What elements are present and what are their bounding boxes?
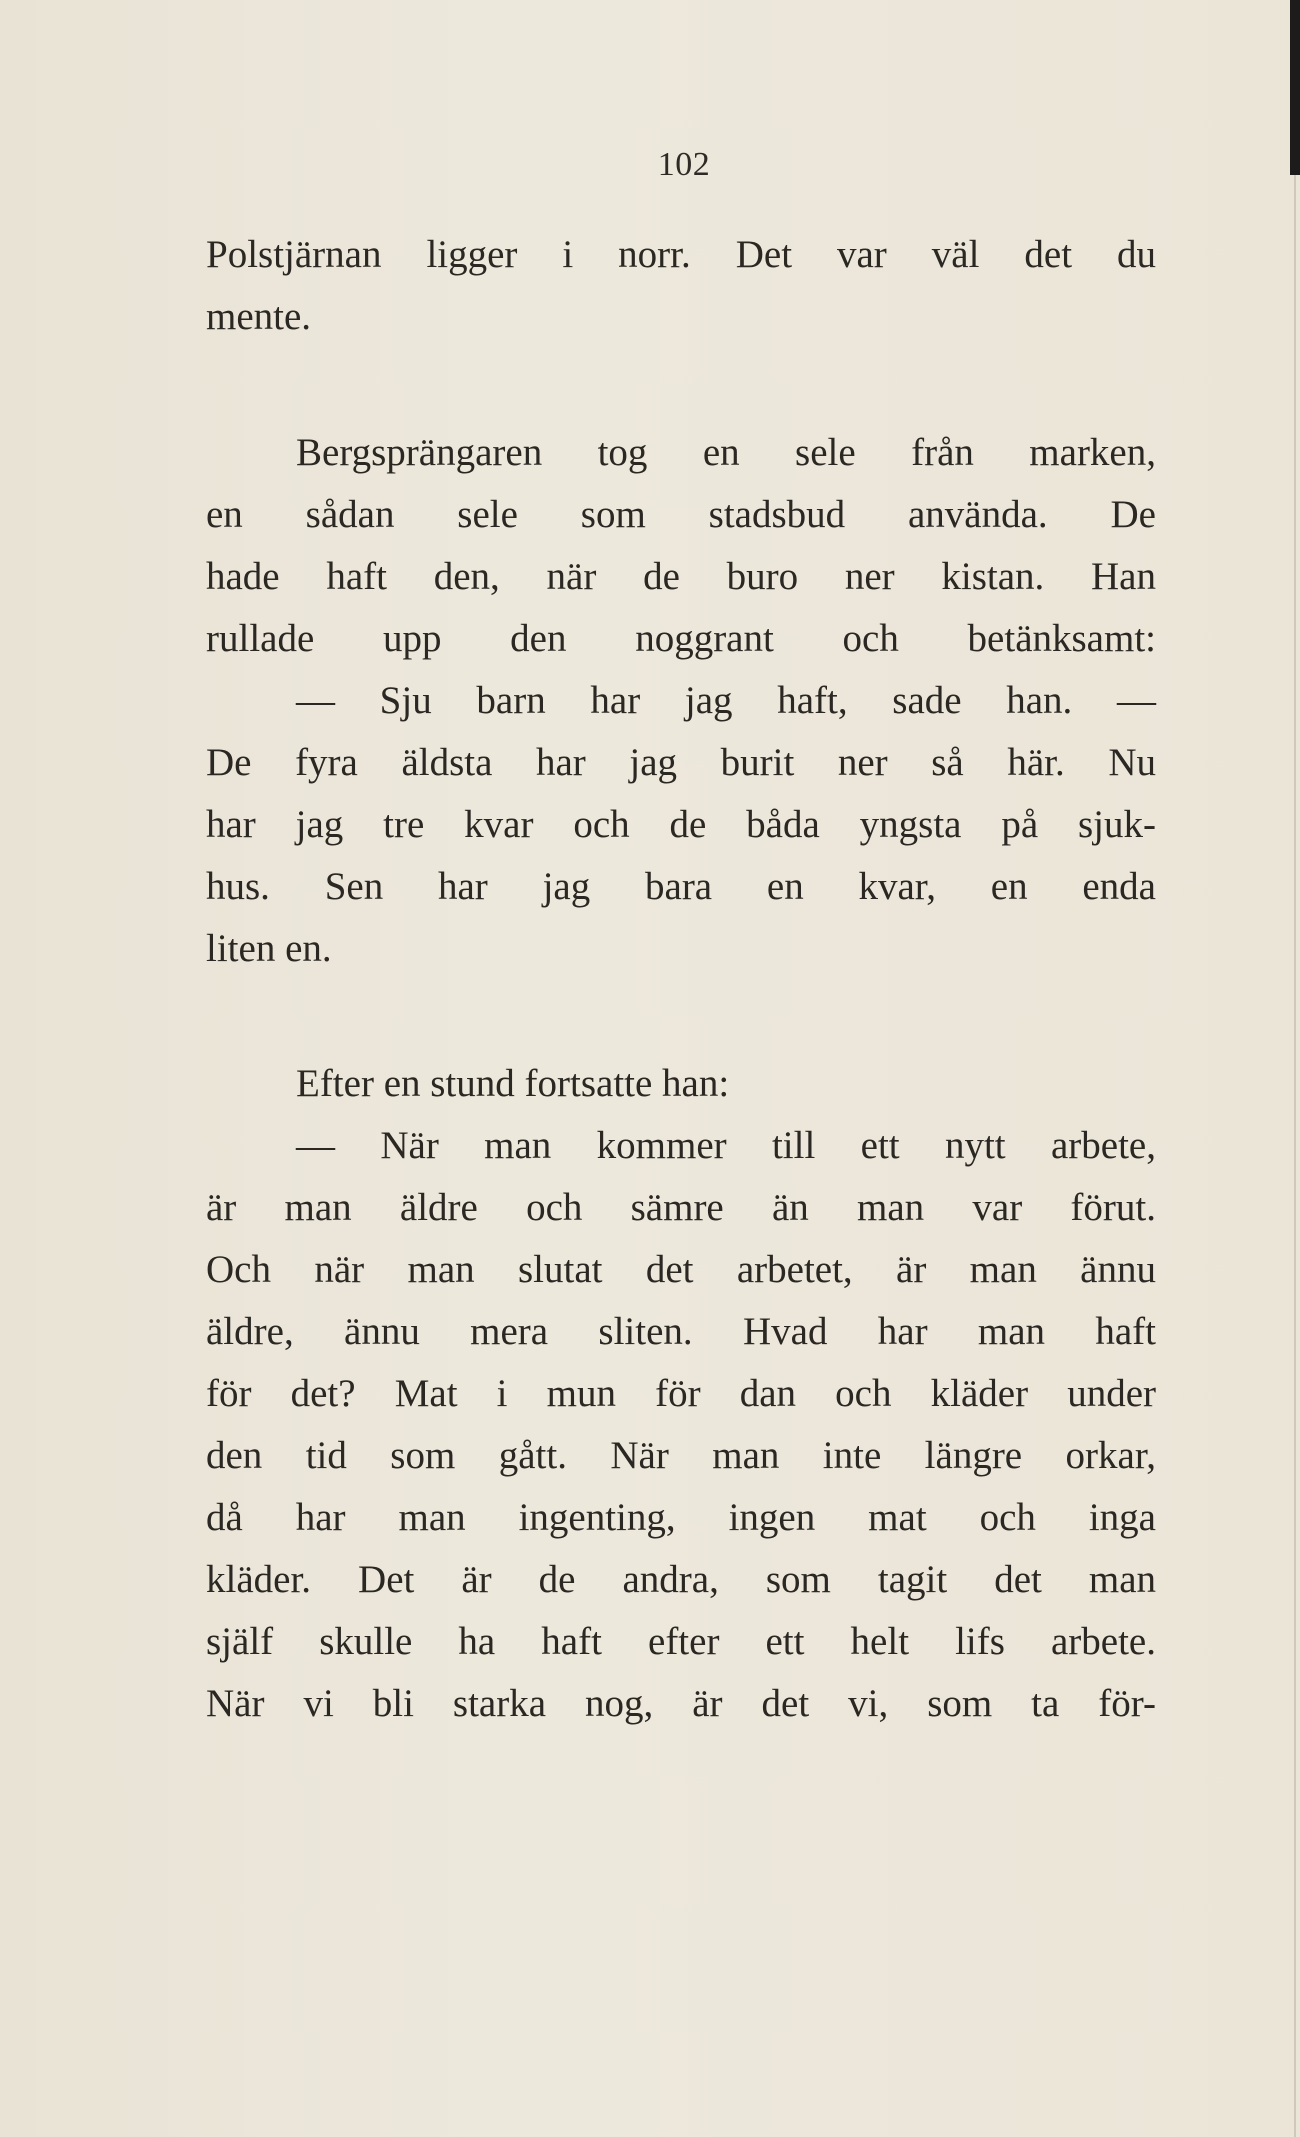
text-line: för det? Mat i mun för dan och kläder under (206, 1372, 1156, 1415)
page-edge-line (1294, 175, 1296, 2137)
text-line: Och när man slutat det arbetet, är man ännu (206, 1248, 1156, 1291)
text-line: den tid som gått. När man inte längre orkar, (206, 1434, 1156, 1477)
text-line: är man äldre och sämre än man var förut. (206, 1186, 1156, 1229)
text-line: Bergsprängaren tog en sele från marken, (296, 431, 1156, 474)
paragraph-3 (206, 1053, 1156, 1735)
text-line: rullade upp den noggrant och betänksamt: (206, 617, 1156, 660)
text-line: en sådan sele som stadsbud använda. De (206, 493, 1156, 536)
paragraph-1 (206, 224, 1156, 348)
text-line: mente. (206, 295, 312, 338)
text-line: kläder. Det är de andra, som tagit det man (206, 1558, 1156, 1601)
text-line: Efter en stund fortsatte han: (296, 1062, 730, 1105)
text-line: själf skulle ha haft efter ett helt lifs arbete. (206, 1620, 1156, 1663)
text-line: har jag tre kvar och de båda yngsta på sjuk- (206, 803, 1156, 846)
page-number: 102 (657, 146, 711, 183)
text-line: — Sju barn har jag haft, sade han. — (296, 679, 1156, 722)
paragraph-2 (206, 422, 1156, 980)
text-line: liten en. (206, 927, 332, 970)
text-line: De fyra äldsta har jag burit ner så här. Nu (206, 741, 1156, 784)
text-line: då har man ingenting, ingen mat och inga (206, 1496, 1156, 1539)
text-line: hade haft den, när de buro ner kistan. Han (206, 555, 1156, 598)
text-line: — När man kommer till ett nytt arbete, (296, 1124, 1156, 1167)
text-line: äldre, ännu mera sliten. Hvad har man haft (206, 1310, 1156, 1353)
text-line: När vi bli starka nog, är det vi, som ta för- (206, 1682, 1156, 1725)
text-line: Polstjärnan ligger i norr. Det var väl det du (206, 233, 1156, 276)
text-line: hus. Sen har jag bara en kvar, en enda (206, 865, 1156, 908)
